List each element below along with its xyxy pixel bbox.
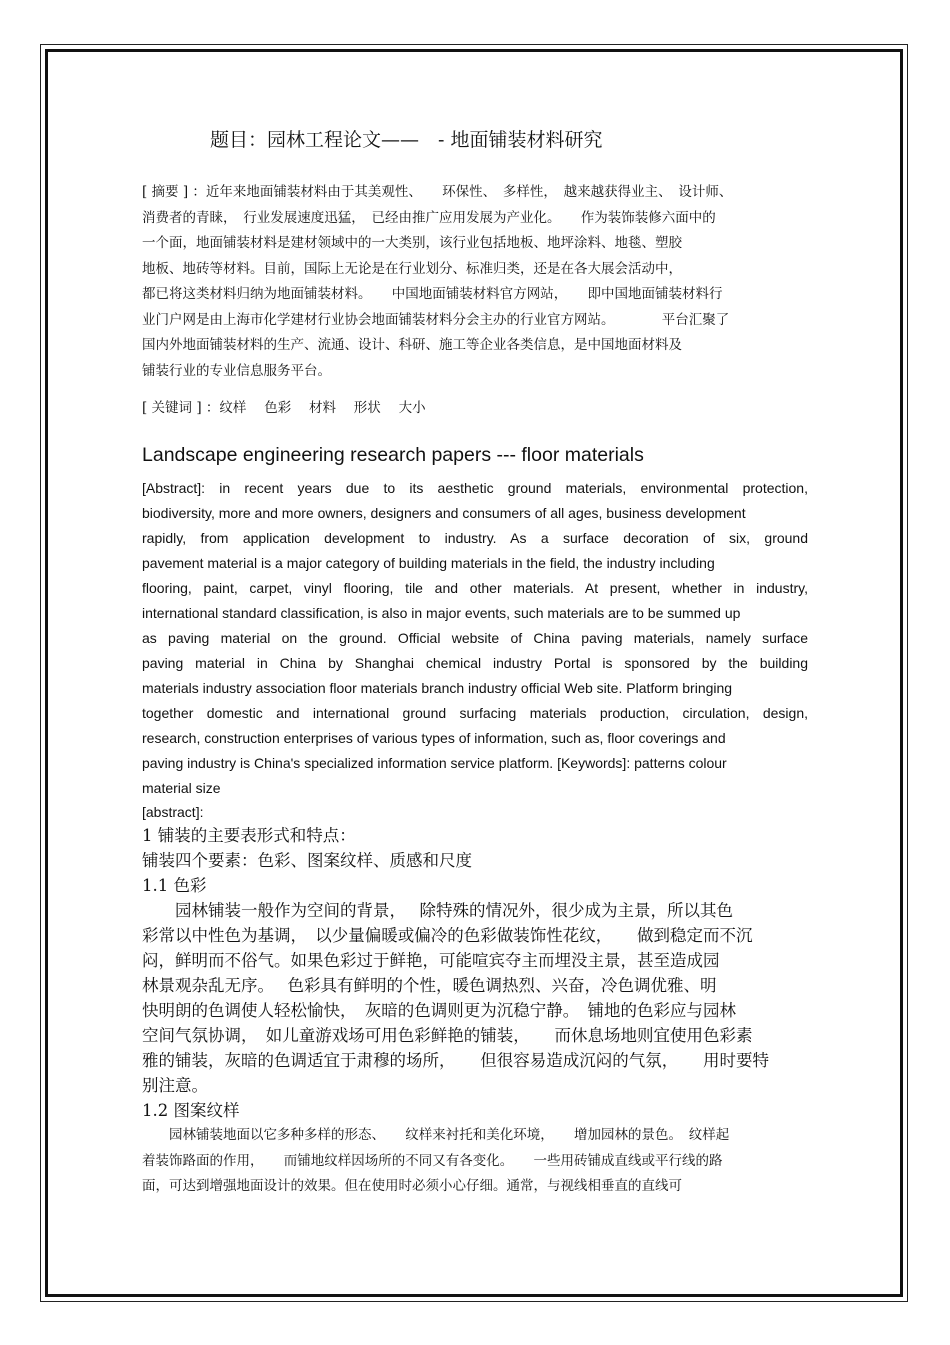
english-title: Landscape engineering research papers --- floor materials	[142, 444, 644, 466]
abstract-cn-line: 都已将这类材料归纳为地面铺装材料。 中国地面铺装材料官方网站， 即中国地面铺装材料行	[142, 286, 723, 302]
subsection-heading: 1.1 色彩	[142, 876, 207, 895]
keywords-cn: [ 关键词 ] ：纹样 色彩 材料 形状 大小	[142, 400, 426, 416]
section-1	[142, 823, 808, 1123]
body-line: 别注意。	[142, 1076, 208, 1095]
body-line: 闷，鲜明而不俗气。如果色彩过于鲜艳，可能喧宾夺主而埋没主景，甚至造成园	[142, 951, 720, 970]
body-line: 面，可达到增强地面设计的效果。但在使用时必须小心仔细。通常，与视线相垂直的直线可	[142, 1178, 682, 1194]
document-body	[142, 124, 808, 1200]
abstract-label: [abstract]:	[142, 804, 204, 820]
abstract-cn-line: 消费者的青睐， 行业发展速度迅猛， 已经由推广应用发展为产业化。 作为装饰装修六面中的	[142, 209, 716, 226]
abstract-en-line: together domestic and international ground surfacing materials production, circulation, design,	[142, 705, 808, 721]
section-heading: 1 铺装的主要表形式和特点：	[142, 826, 356, 845]
abstract-cn-line: 国内外地面铺装材料的生产、流通、设计、科研、施工等企业各类信息，是中国地面材料及	[142, 337, 682, 353]
subsection-heading: 1.2 图案纹样	[142, 1101, 240, 1120]
abstract-en-line: [Abstract]: in recent years due to its aesthetic ground materials, environmental protection,	[142, 480, 808, 496]
abstract-cn-line: 一个面，地面铺装材料是建材领域中的一大类别，该行业包括地板、地坪涂料、地毯、塑胶	[142, 235, 682, 251]
abstract-en-line: international standard classification, is also in major events, such materials are to be summed up	[142, 605, 741, 621]
abstract-en-line: research, construction enterprises of various types of information, such as, floor coverings and	[142, 730, 726, 746]
body-line: 空间气氛协调， 如儿童游戏场可用色彩鲜艳的铺装， 而休息场地则宜使用色彩素	[142, 1026, 753, 1045]
abstract-cn-line: 地板、地砖等材料。目前，国际上无论是在行业划分、标准归类，还是在各大展会活动中，	[142, 260, 682, 277]
abstract-en-line: pavement material is a major category of building materials in the field, the industry including	[142, 555, 715, 571]
abstract-cn-line: 业门户网是由上海市化学建材行业协会地面铺装材料分会主办的行业官方网站。 平台汇聚了	[142, 311, 730, 328]
abstract-en-line: paving industry is China's specialized information service platform. [Keywords]: patterns colour	[142, 755, 727, 771]
body-line: 快明朗的色调使人轻松愉快， 灰暗的色调则更为沉稳宁静。 铺地的色彩应与园林	[142, 1001, 736, 1020]
abstract-en-line: materials industry association floor materials branch industry official Web site. Platform bringing	[142, 680, 733, 696]
abstract-cn	[142, 180, 808, 384]
section-intro: 铺装四个要素：色彩、图案纹样、质感和尺度	[142, 851, 472, 870]
body-line: 林景观杂乱无序。 色彩具有鲜明的个性，暖色调热烈、兴奋，冷色调优雅、明	[142, 976, 717, 995]
abstract-en-line: biodiversity, more and more owners, designers and consumers of all ages, business development	[142, 505, 746, 521]
abstract-en-line: paving material in China by Shanghai chemical industry Portal is sponsored by the building	[142, 655, 808, 671]
body-line: 雅的铺装，灰暗的色调适宜于肃穆的场所， 但很容易造成沉闷的气氛， 用时要特	[142, 1051, 769, 1070]
section-1-2-body	[142, 1123, 808, 1200]
abstract-cn-line: [ 摘要 ] ：近年来地面铺装材料由于其美观性、 环保性、 多样性， 越来越获得业主、 设计师、	[142, 184, 733, 200]
body-line: 着装饰路面的作用， 而铺地纹样因场所的不同又有各变化。 一些用砖铺成直线或平行线的路	[142, 1152, 723, 1169]
body-line: 彩常以中性色为基调， 以少量偏暖或偏冷的色彩做装饰性花纹， 做到稳定而不沉	[142, 926, 753, 945]
abstract-cn-line: 铺装行业的专业信息服务平台。	[142, 362, 331, 379]
abstract-en-line: material size	[142, 780, 221, 796]
abstract-en	[142, 476, 808, 801]
body-line: 园林铺装一般作为空间的背景， 除特殊的情况外，很少成为主景，所以其色	[142, 901, 733, 920]
body-line: 园林铺装地面以它多种多样的形态、 纹样来衬托和美化环境， 增加园林的景色。 纹样起	[142, 1127, 730, 1143]
abstract-en-line: flooring, paint, carpet, vinyl flooring, tile and other materials. At present, whether in industry,	[142, 580, 808, 596]
document-title: 题目：园林工程论文—— - 地面铺装材料研究	[210, 129, 603, 151]
abstract-en-line: rapidly, from application development to industry. As a surface decoration of six, ground	[142, 530, 808, 546]
abstract-en-line: as paving material on the ground. Official website of China paving materials, namely surface	[142, 630, 808, 646]
